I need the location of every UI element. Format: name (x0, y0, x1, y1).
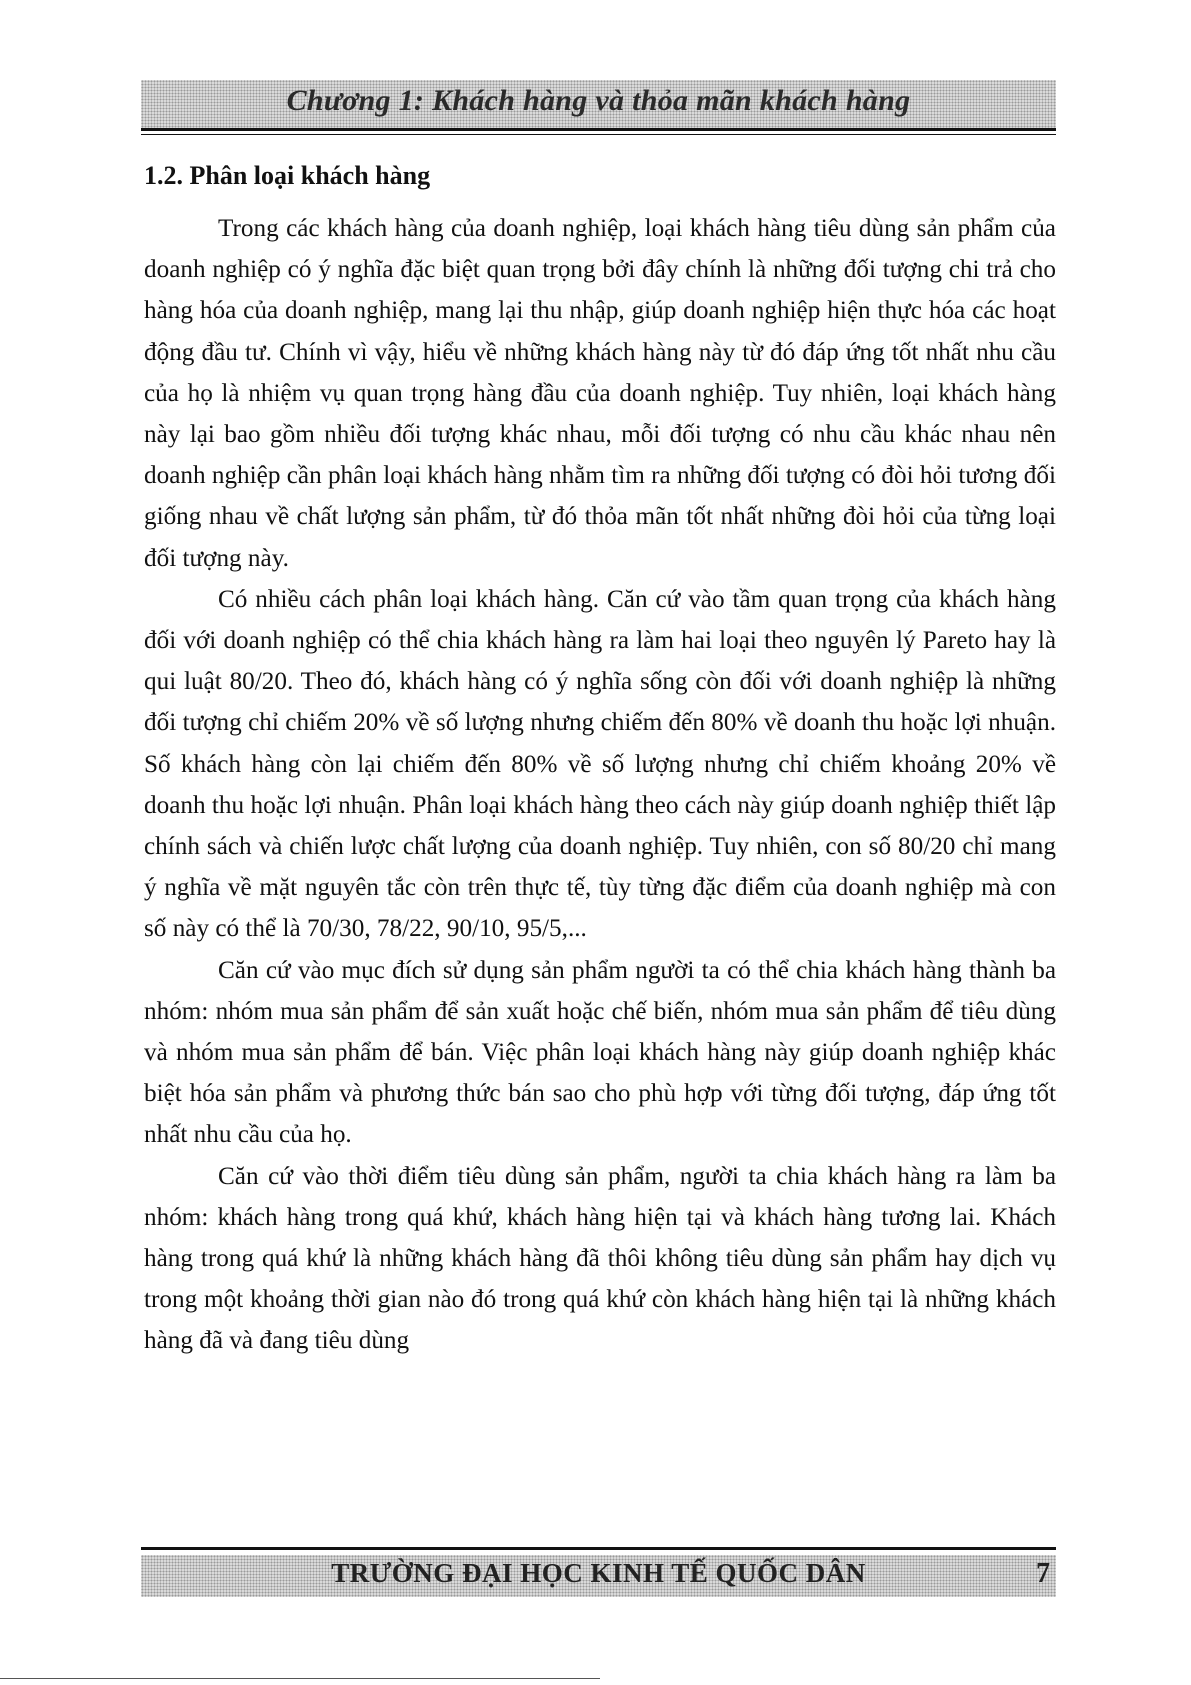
header-rule (141, 134, 1056, 135)
body-text (144, 208, 1056, 1362)
scan-edge-line (0, 1678, 600, 1679)
paragraph: Có nhiều cách phân loại khách hàng. Căn cứ vào tầm quan trọng của khách hàng đối với doanh nghiệp có thể chia khách hàng ra làm hai loại theo nguyên lý Pareto hay là qui luật 80/20. Theo đó, khách hàng có ý nghĩa sống còn đối với doanh nghiệp là những đối tượng chỉ chiếm 20% về số lượng nhưng chiếm đến 80% về doanh thu hoặc lợi nhuận. Số khách hàng còn lại chiếm đến 80% về số lượng nhưng chỉ chiếm khoảng 20% về doanh thu hoặc lợi nhuận. Phân loại khách hàng theo cách này giúp doanh nghiệp thiết lập chính sách và chiến lược chất lượng của doanh nghiệp. Tuy nhiên, con số 80/20 chỉ mang ý nghĩa về mặt nguyên tắc còn trên thực tế, tùy từng đặc điểm của doanh nghiệp mà con số này có thể là 70/30, 78/22, 90/10, 95/5,... (144, 585, 1056, 943)
chapter-title: Chương 1: Khách hàng và thỏa mãn khách hàng (286, 84, 911, 117)
paragraph: Căn cứ vào mục đích sử dụng sản phẩm người ta có thể chia khách hàng thành ba nhóm: nhóm mua sản phẩm để sản xuất hoặc chế biến, nhóm mua sản phẩm để tiêu dùng và nhóm mua sản phẩm để bán. Việc phân loại khách hàng này giúp doanh nghiệp khác biệt hóa sản phẩm và phương thức bán sao cho phù hợp với từng đối tượng, đáp ứng tốt nhất nhu cầu của họ. (144, 956, 1056, 1149)
page-number: 7 (1036, 1558, 1050, 1589)
page-footer (141, 1555, 1056, 1597)
chapter-header (141, 80, 1056, 131)
paragraph: Trong các khách hàng của doanh nghiệp, loại khách hàng tiêu dùng sản phẩm của doanh nghiệp có ý nghĩa đặc biệt quan trọng bởi đây chính là những đối tượng chi trả cho hàng hóa của doanh nghiệp, mang lại thu nhập, giúp doanh nghiệp hiện thực hóa các hoạt động đầu tư. Chính vì vậy, hiểu về những khách hàng này từ đó đáp ứng tốt nhất nhu cầu của họ là nhiệm vụ quan trọng hàng đầu của doanh nghiệp. Tuy nhiên, loại khách hàng này lại bao gồm nhiều đối tượng khác nhau, mỗi đối tượng có nhu cầu khác nhau nên doanh nghiệp cần phân loại khách hàng nhằm tìm ra những đối tượng có đòi hỏi tương đối giống nhau về chất lượng sản phẩm, từ đó thỏa mãn tốt nhất những đòi hỏi của từng loại đối tượng này. (144, 215, 1056, 572)
institution-name: TRƯỜNG ĐẠI HỌC KINH TẾ QUỐC DÂN (331, 1558, 866, 1588)
paragraph: Căn cứ vào thời điểm tiêu dùng sản phẩm, người ta chia khách hàng ra làm ba nhóm: khách hàng trong quá khứ, khách hàng hiện tại và khách hàng tương lai. Khách hàng trong quá khứ là những khách hàng đã thôi không tiêu dùng sản phẩm hay dịch vụ trong một khoảng thời gian nào đó trong quá khứ còn khách hàng hiện tại là những khách hàng đã và đang tiêu dùng (144, 1162, 1056, 1355)
footer-rule (141, 1547, 1056, 1550)
section-heading: 1.2. Phân loại khách hàng (144, 161, 431, 190)
